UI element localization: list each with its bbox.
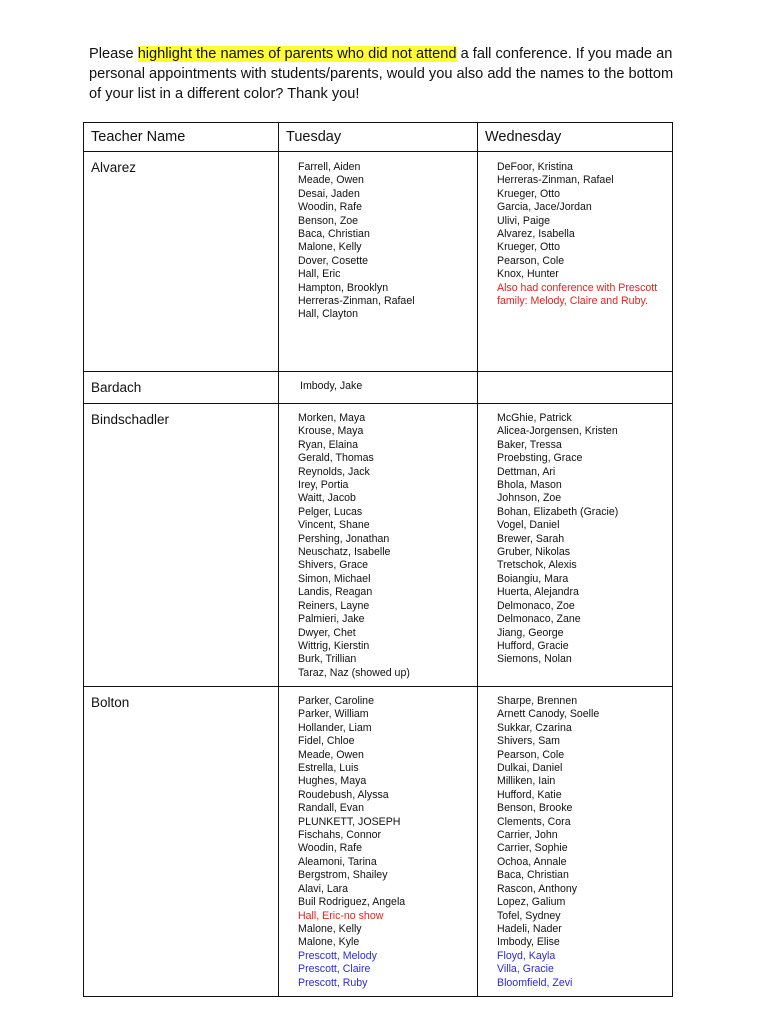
- name-entry: Herreras-Zinman, Rafael: [298, 295, 415, 308]
- name-entry: Irey, Portia: [298, 479, 349, 492]
- intro-text-pre: Please: [89, 46, 138, 62]
- name-list: [279, 372, 477, 393]
- name-entry: Imbody, Jake: [300, 380, 363, 392]
- name-entry: Sukkar, Czarina: [497, 721, 572, 734]
- name-entry: Baca, Christian: [497, 869, 569, 882]
- name-entry: Tofel, Sydney: [497, 909, 561, 922]
- teacher-cell: [84, 152, 279, 372]
- name-entry: Tretschok, Alexis: [497, 559, 577, 572]
- name-entry: Prescott, Ruby: [298, 976, 368, 989]
- name-entry: Clements, Cora: [497, 815, 571, 828]
- header-cell: [84, 123, 279, 152]
- name-entry: Huerta, Alejandra: [497, 586, 579, 599]
- name-entry: Hufford, Katie: [497, 788, 562, 801]
- name-entry: Buil Rodriguez, Angela: [298, 896, 406, 909]
- header-teacher-name: Teacher Name: [91, 129, 186, 145]
- name-entry: Floyd, Kayla: [497, 949, 556, 962]
- name-entry: Meade, Owen: [298, 748, 364, 761]
- name-entry: Vincent, Shane: [298, 519, 370, 532]
- name-entry: Hollander, Liam: [298, 721, 372, 734]
- name-entry: Villa, Gracie: [497, 963, 554, 976]
- name-entry: PLUNKETT, JOSEPH: [298, 815, 401, 828]
- name-entry: Hall, Eric-no show: [298, 909, 384, 922]
- name-entry: Bhola, Mason: [497, 479, 562, 492]
- name-list: [478, 404, 672, 667]
- instructions-paragraph: [89, 44, 689, 104]
- name-entry: Woodin, Rafe: [298, 842, 362, 855]
- name-entry: Krouse, Maya: [298, 425, 364, 438]
- name-entry: Pearson, Cole: [497, 748, 565, 761]
- name-entry: Simon, Michael: [298, 572, 371, 585]
- name-list: [279, 404, 477, 680]
- table-header-row: [84, 123, 673, 152]
- name-entry: Reynolds, Jack: [298, 465, 370, 478]
- name-entry: Delmonaco, Zane: [497, 613, 581, 626]
- name-entry: Hall, Clayton: [298, 308, 359, 321]
- name-entry: Rascon, Anthony: [497, 882, 578, 895]
- name-entry: Palmieri, Jake: [298, 613, 365, 626]
- name-entry: Parker, William: [298, 708, 369, 721]
- name-entry: Baker, Tressa: [497, 438, 562, 451]
- teacher-cell: [84, 372, 279, 404]
- name-entry: Randall, Evan: [298, 802, 364, 815]
- name-entry: Prescott, Claire: [298, 963, 371, 976]
- name-list: [478, 152, 672, 308]
- name-entry: Woodin, Rafe: [298, 201, 362, 214]
- name-entry: Benson, Zoe: [298, 214, 359, 227]
- table-row-bardach: [84, 372, 673, 404]
- table-row-bindschadler: [84, 404, 673, 687]
- tuesday-cell: [279, 152, 478, 372]
- name-entry: Proebsting, Grace: [497, 452, 583, 465]
- name-entry: Hufford, Gracie: [497, 639, 569, 652]
- teacher-cell: [84, 687, 279, 997]
- name-entry: Siemons, Nolan: [497, 653, 572, 666]
- name-list: [478, 687, 672, 990]
- table-row-bolton: [84, 687, 673, 997]
- intro-text-post: a fall conference. If you made an personal appointments with students/parents, would you also add the names to the bottom of your list in a different color? Thank you!: [89, 46, 674, 102]
- name-entry: Roudebush, Alyssa: [298, 788, 389, 801]
- name-entry: Pershing, Jonathan: [298, 532, 390, 545]
- name-entry: Malone, Kelly: [298, 922, 362, 935]
- name-entry: Morken, Maya: [298, 412, 366, 424]
- header-cell: [478, 123, 673, 152]
- teacher-name: Bolton: [91, 695, 130, 710]
- name-entry: Lopez, Galium: [497, 896, 566, 909]
- name-entry: Johnson, Zoe: [497, 492, 562, 505]
- name-entry: Neuschatz, Isabelle: [298, 546, 391, 559]
- name-entry: Farrell, Aiden: [298, 161, 361, 173]
- name-entry: DeFoor, Kristina: [497, 161, 573, 173]
- name-entry: Ochoa, Annale: [497, 855, 567, 868]
- name-entry: Hadeli, Nader: [497, 922, 562, 935]
- header-wednesday: Wednesday: [485, 129, 562, 145]
- name-entry: Wittrig, Kierstin: [298, 639, 370, 652]
- header-tuesday: Tuesday: [286, 129, 342, 145]
- name-entry: Sharpe, Brennen: [497, 695, 578, 707]
- name-entry: Pearson, Cole: [497, 254, 565, 267]
- name-entry: Arnett Canody, Soelle: [497, 708, 600, 721]
- name-entry: Ulivi, Paige: [497, 214, 550, 227]
- name-entry: Meade, Owen: [298, 174, 364, 187]
- name-entry: Desai, Jaden: [298, 187, 360, 200]
- name-entry: Ryan, Elaina: [298, 438, 359, 451]
- name-entry: Brewer, Sarah: [497, 532, 565, 545]
- name-entry: Bohan, Elizabeth (Gracie): [497, 505, 619, 518]
- name-list: [279, 687, 477, 990]
- name-entry: Gerald, Thomas: [298, 452, 374, 465]
- name-entry: Gruber, Nikolas: [497, 546, 571, 559]
- wednesday-cell: [478, 404, 673, 687]
- name-entry: Taraz, Naz (showed up): [298, 666, 410, 679]
- name-entry: Hall, Eric: [298, 268, 341, 281]
- name-entry: Dover, Cosette: [298, 254, 369, 267]
- name-entry: Alvarez, Isabella: [497, 228, 575, 241]
- name-entry: Aleamoni, Tarina: [298, 855, 377, 868]
- name-entry: Krueger, Otto: [497, 187, 561, 200]
- name-entry: Hampton, Brooklyn: [298, 281, 389, 294]
- name-entry: Vogel, Daniel: [497, 519, 560, 532]
- name-entry: Prescott, Melody: [298, 949, 377, 962]
- name-entry: Shivers, Grace: [298, 559, 369, 572]
- intro-highlighted-text: highlight the names of parents who did not attend: [137, 46, 457, 62]
- name-entry: Shivers, Sam: [497, 735, 560, 748]
- table-row-alvarez: [84, 152, 673, 372]
- wednesday-cell: [478, 687, 673, 997]
- name-entry: Boiangiu, Mara: [497, 572, 569, 585]
- name-entry: Dettman, Ari: [497, 465, 556, 478]
- name-entry: Baca, Christian: [298, 228, 370, 241]
- name-entry: Carrier, John: [497, 829, 558, 842]
- name-entry: Bergstrom, Shailey: [298, 869, 388, 882]
- name-entry: Estrella, Luis: [298, 762, 359, 775]
- name-list: [279, 152, 477, 322]
- teacher-name: Bardach: [91, 380, 142, 395]
- wednesday-cell: [478, 152, 673, 372]
- tuesday-cell: [279, 372, 478, 404]
- tuesday-cell: [279, 404, 478, 687]
- name-entry: Bloomfield, Zevi: [497, 976, 573, 989]
- name-entry: Also had conference with Prescott family: Melody, Claire and Ruby.: [497, 281, 658, 308]
- name-entry: Hughes, Maya: [298, 775, 367, 788]
- header-cell: [279, 123, 478, 152]
- name-entry: Landis, Reagan: [298, 586, 373, 599]
- name-entry: Jiang, George: [497, 626, 564, 639]
- conference-table: [83, 122, 673, 997]
- name-entry: Malone, Kyle: [298, 936, 360, 949]
- name-entry: Fischahs, Connor: [298, 829, 382, 842]
- teacher-name: Bindschadler: [91, 412, 170, 427]
- name-entry: Benson, Brooke: [497, 802, 573, 815]
- name-entry: Alicea-Jorgensen, Kristen: [497, 425, 618, 438]
- name-entry: Imbody, Elise: [497, 936, 560, 949]
- name-entry: McGhie, Patrick: [497, 412, 572, 424]
- name-entry: Krueger, Otto: [497, 241, 561, 254]
- teacher-cell: [84, 404, 279, 687]
- wednesday-cell: [478, 372, 673, 404]
- name-entry: Dwyer, Chet: [298, 626, 356, 639]
- name-entry: Carrier, Sophie: [497, 842, 568, 855]
- name-entry: Garcia, Jace/Jordan: [497, 201, 592, 214]
- name-entry: Parker, Caroline: [298, 695, 374, 707]
- name-entry: Alavi, Lara: [298, 882, 349, 895]
- teacher-name: Alvarez: [91, 160, 137, 175]
- name-entry: Delmonaco, Zoe: [497, 599, 575, 612]
- name-entry: Malone, Kelly: [298, 241, 362, 254]
- name-entry: Herreras-Zinman, Rafael: [497, 174, 614, 187]
- name-entry: Reiners, Layne: [298, 599, 370, 612]
- name-entry: Waitt, Jacob: [298, 492, 356, 505]
- name-entry: Dulkai, Daniel: [497, 762, 563, 775]
- name-entry: Fidel, Chloe: [298, 735, 355, 748]
- tuesday-cell: [279, 687, 478, 997]
- name-entry: Milliken, Iain: [497, 775, 556, 788]
- name-entry: Knox, Hunter: [497, 268, 559, 281]
- name-entry: Burk, Trillian: [298, 653, 357, 666]
- name-entry: Pelger, Lucas: [298, 505, 363, 518]
